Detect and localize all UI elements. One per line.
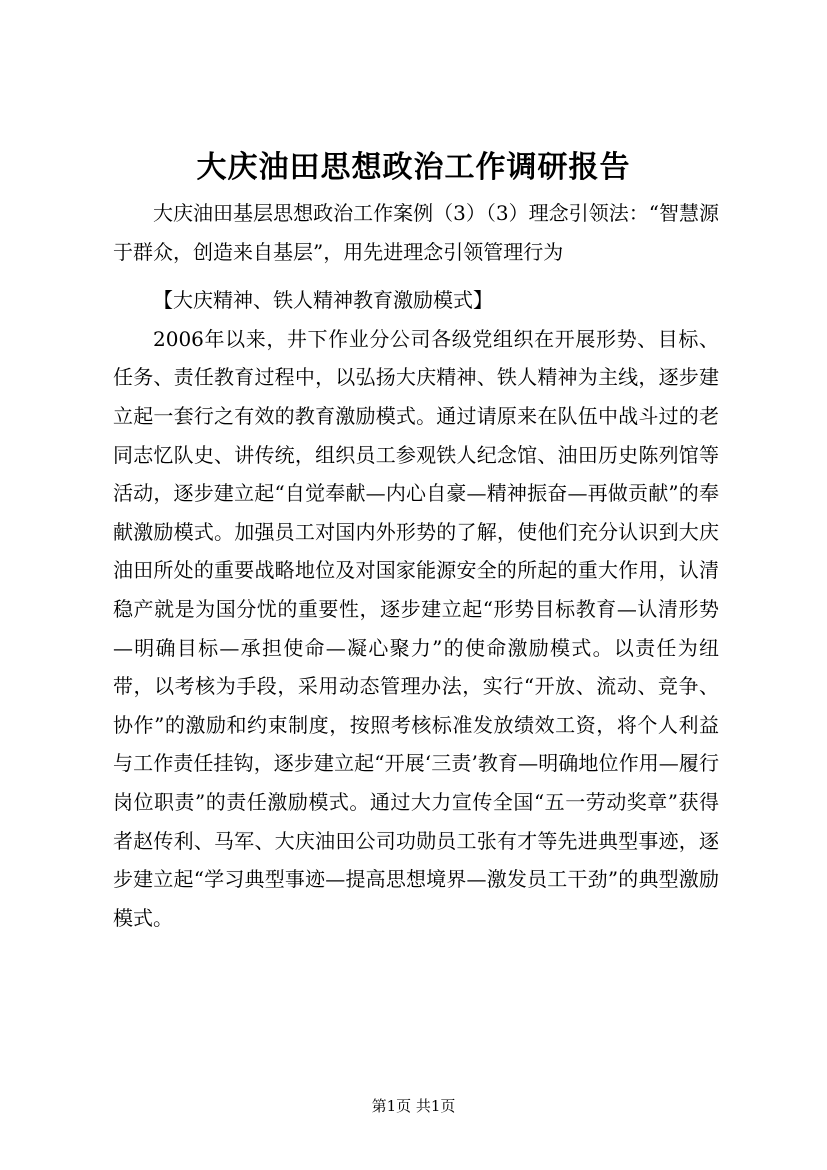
main-paragraph: 2006年以来，井下作业分公司各级党组织在开展形势、目标、任务、责任教育过程中，以弘扬大庆精神、铁人精神为主线，逐步建立起一套行之有效的教育激励模式。通过请原来在队伍中战斗过的老同志忆队史、讲传统，组织员工参观铁人纪念馆、油田历史陈列馆等活动，逐步建立起“自觉奉献—内心自豪—精神振奋—再做贡献”的奉献激励模式。加强员工对国内外形势的了解，使他们充分认识到大庆油田所处的重要战略地位及对国家能源安全的所起的重大作用，认清稳产就是为国分忧的重要性，逐步建立起“形势目标教育—认清形势—明确目标—承担使命—凝心聚力”的使命激励模式。以责任为纽带，以考核为手段，采用动态管理办法，实行“开放、流动、竞争、协作”的激励和约束制度，按照考核标准发放绩效工资，将个人利益与工作责任挂钩，逐步建立起“开展‘三责’教育—明确地位作用—履行岗位职责”的责任激励模式。通过大力宣传全国“五一劳动奖章”获得者赵传利、马军、大庆油田公司功勋员工张有才等先进典型事迹，逐步建立起“学习典型事迹—提高思想境界—激发员工干劲”的典型激励模式。: [113, 326, 719, 930]
intro-paragraph: 大庆油田基层思想政治工作案例（3）（3）理念引领法：“智慧源于群众，创造来自基层”，用先进理念引领管理行为: [113, 201, 719, 264]
document-body: [113, 194, 719, 937]
document-title: 大庆油田思想政治工作调研报告: [196, 150, 631, 185]
page-number-footer: 第1页 共1页: [371, 1097, 456, 1115]
section-heading: 【大庆精神、铁人精神教育激励模式】: [153, 288, 493, 313]
